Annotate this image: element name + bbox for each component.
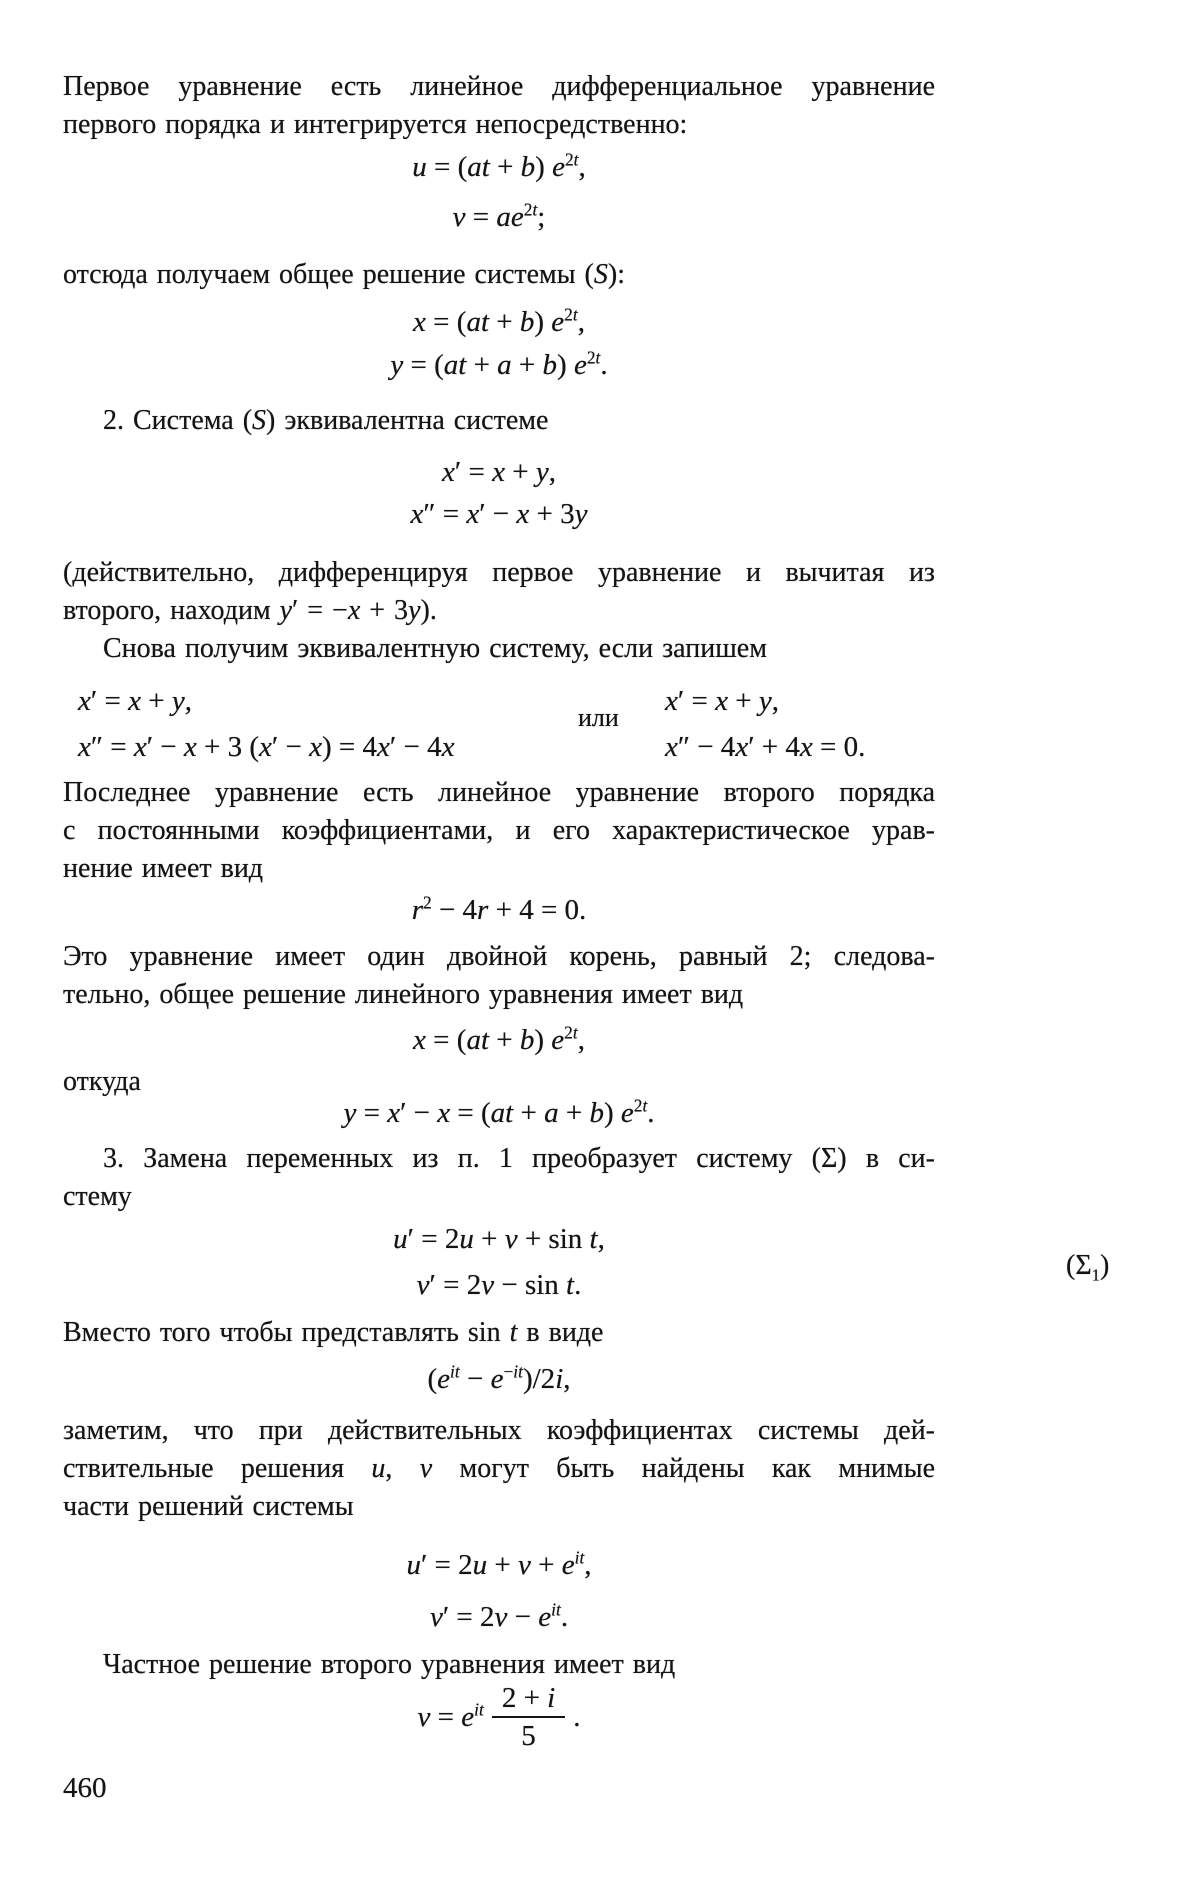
fraction-numerator: 2 + i (492, 1683, 565, 1718)
para-indeed-line-1: (действительно, дифференцируя первое уравнение и вычитая из (63, 557, 935, 588)
para-item3-line-1: 3. Замена переменных из п. 1 преобразует систему (Σ) в си- (103, 1143, 935, 1174)
eq-x-solution: x = (at + b) $e^{2t}$, (413, 304, 585, 338)
eq-sigma1-line-1: u′ = 2u + v + sin t, (393, 1223, 605, 1255)
para-last-eq-line-3: нение имеет вид (63, 853, 264, 884)
para-indeed-line-2: второго, находим y′ = −x + 3y). (63, 595, 437, 626)
eq-particular-prefix: $v = e^{it}$ (417, 1698, 484, 1733)
para-item3-line-2: стему (63, 1181, 132, 1212)
para-note-line-3: части решений системы (63, 1491, 354, 1522)
eq-y-solution: y = (at + a + b) $e^{2t}$. (390, 347, 608, 381)
columns-left (78, 678, 454, 770)
eq-complex-system-2: $v' = 2v - e^{it}$. (429, 1599, 569, 1633)
columns-right-line-1: x′ = x + y, (665, 685, 779, 717)
columns-right (665, 678, 865, 770)
para-double-root-line-2: тельно, общее решение линейного уравнения имеет вид (63, 979, 744, 1010)
para-again: Снова получим эквивалентную систему, если запишем (103, 633, 767, 664)
para-last-eq-line-2: с постоянными коэффициентами, и его характеристическое урав- (63, 815, 935, 846)
para-instead: Вместо того чтобы представлять sin t в виде (63, 1317, 604, 1348)
columns-connector: или (578, 703, 619, 732)
para-intro-line-2: первого порядка и интегрируется непосредственно: (63, 109, 688, 140)
para-intro-line-1: Первое уравнение есть линейное дифференциальное уравнение (63, 71, 935, 102)
eq-y-general: y = x′ − x = (at + a + b) $e^{2t}$. (343, 1095, 655, 1129)
fraction (492, 1683, 565, 1751)
para-double-root-line-1: Это уравнение имеет один двойной корень, равный 2; следова- (63, 941, 935, 972)
para-general-solution: отсюда получаем общее решение системы (S): (63, 259, 625, 290)
columns-left-line-1: x′ = x + y, (78, 685, 192, 717)
eq-characteristic: $r^2 - 4r + 4 = 0$. (411, 892, 587, 926)
eq-x-general: x = (at + b) $e^{2t}$, (413, 1022, 585, 1056)
columns-left-line-2: x″ = x′ − x + 3 (x′ − x) = 4x′ − 4x (78, 731, 455, 763)
eq-euler: $(e^{it} - e^{-it})/2i$, (427, 1361, 571, 1395)
eq-v-solution: $v = ae^{2t}$; (452, 199, 546, 233)
eq-particular-suffix: . (573, 1700, 581, 1733)
eq-label-sigma1: $(\Sigma_1)$ (1066, 1250, 1110, 1285)
fraction-denominator: 5 (521, 1720, 536, 1752)
para-note-line-2: ствительные решения u, v могут быть найдены как мнимые (63, 1453, 936, 1484)
eq-u-solution: u = (at + b) $e^{2t}$, (412, 149, 586, 183)
page-number: 460 (63, 1772, 107, 1804)
para-whence: откуда (63, 1066, 141, 1097)
para-particular: Частное решение второго уравнения имеет вид (103, 1649, 676, 1680)
para-note-line-1: заметим, что при действительных коэффициентах системы дей- (63, 1415, 935, 1446)
eq-equiv-1: x′ = x + y, (442, 456, 556, 488)
para-item2: 2. Система (S) эквивалентна системе (103, 405, 549, 436)
eq-equiv-2: x″ = x′ − x + 3y (410, 498, 588, 530)
para-last-eq-line-1: Последнее уравнение есть линейное уравнение второго порядка (63, 777, 935, 808)
eq-particular-solution (63, 1678, 935, 1756)
eq-complex-system-1: $u' = 2u + v + e^{it}$, (406, 1547, 592, 1581)
eq-sigma1-line-2: v′ = 2v − sin t. (416, 1269, 582, 1301)
columns-right-line-2: x″ − 4x′ + 4x = 0. (665, 731, 866, 763)
